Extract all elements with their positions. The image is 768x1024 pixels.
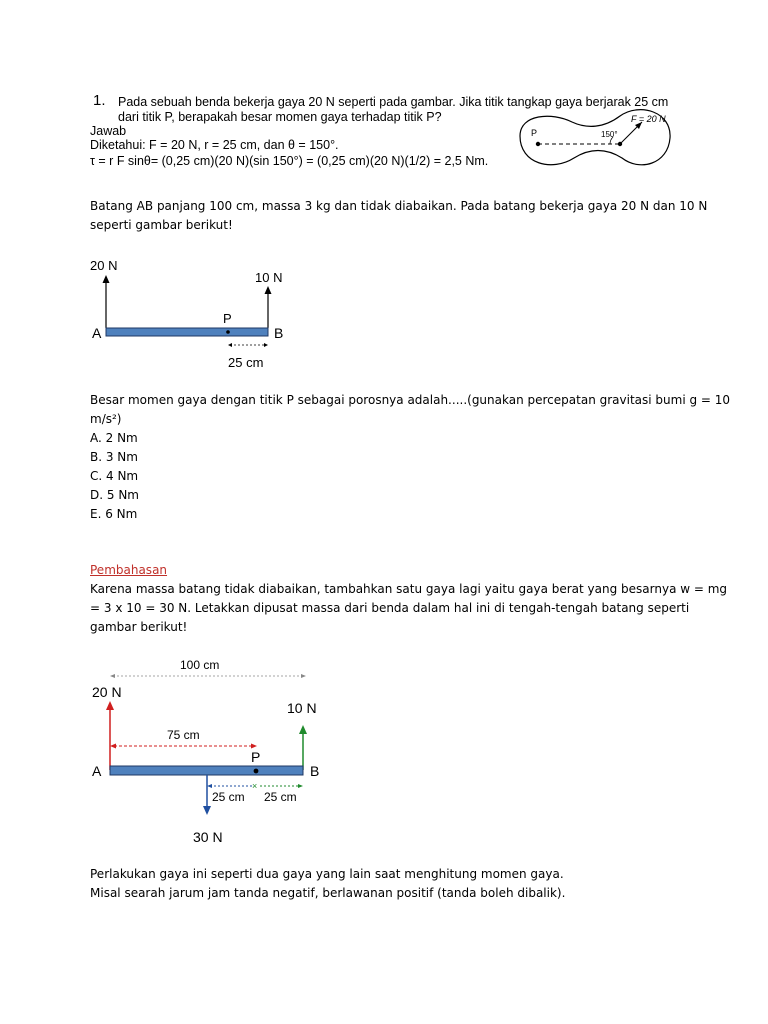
question1-line2: dari titik P, berapakah besar momen gaya terhadap titik P? — [118, 110, 442, 124]
question1-line1: Pada sebuah benda bekerja gaya 20 N seperti pada gambar. Jika titik tangkap gaya berjarak 25 cm — [118, 95, 669, 109]
question2-prompt-line2: m/s²) — [90, 412, 122, 426]
body-force-figure — [512, 106, 682, 174]
rod-ab — [106, 328, 268, 336]
option-c: C. 4 Nm — [90, 469, 139, 483]
weight-arrow-head — [203, 806, 211, 815]
end-a-label: A — [92, 325, 102, 341]
point-p-label: P — [531, 128, 538, 138]
total-length-left-head — [110, 674, 115, 678]
force-a-arrow-head — [103, 275, 110, 283]
point-p-dot — [254, 769, 259, 774]
rod-force-figure — [80, 250, 310, 375]
force-a-label: 20 N — [90, 258, 118, 273]
total-length-right-head — [301, 674, 306, 678]
free-body-figure — [85, 652, 335, 852]
question-number: 1. — [93, 92, 106, 109]
end-b-label: B — [310, 763, 320, 779]
dist-ap-label: 75 cm — [167, 728, 200, 742]
point-p-dot — [226, 330, 230, 334]
distance-marker-left-head — [228, 343, 232, 347]
force-b-label: 10 N — [287, 700, 317, 716]
closing-line1: Perlakukan gaya ini seperti dua gaya yang lain saat menghitung momen gaya. — [90, 867, 564, 881]
pembahasan-heading: Pembahasan — [90, 563, 168, 577]
question2-prompt-line1: Besar momen gaya dengan titik P sebagai porosnya adalah.....(gunakan percepatan gravitasi bumi g = 10 — [90, 393, 731, 407]
torque-formula: τ = r F sinθ= (0,25 cm)(20 N)(sin 150°) = (0,25 cm)(20 N)(1/2) = 2,5 Nm. — [90, 154, 489, 168]
distance-label: 25 cm — [228, 355, 264, 370]
option-d: D. 5 Nm — [90, 488, 139, 502]
pembahasan-line3: gambar berikut! — [90, 620, 188, 634]
closing-line2: Misal searah jarum jam tanda negatif, berlawanan positif (tanda boleh dibalik). — [90, 886, 566, 900]
force-a-label: 20 N — [92, 684, 122, 700]
dist-right-label: 25 cm — [264, 790, 297, 804]
pembahasan-line2: = 3 x 10 = 30 N. Letakkan dipusat massa dari benda dalam hal ini di tengah-tengah batang seperti — [90, 601, 690, 615]
diketahui-line: Diketahui: F = 20 N, r = 25 cm, dan θ = 150°. — [90, 138, 339, 152]
end-b-label: B — [274, 325, 284, 341]
force-a-arrow-head — [106, 701, 114, 710]
question2-intro-line1: Batang AB panjang 100 cm, massa 3 kg dan tidak diabaikan. Pada batang bekerja gaya 20 N dan 10 N — [90, 199, 708, 213]
dist-right-head — [298, 784, 303, 788]
force-label: F = 20 N — [631, 114, 666, 124]
jawab-label: Jawab — [90, 124, 127, 138]
force-b-arrow-head — [299, 725, 307, 734]
force-b-label: 10 N — [255, 270, 283, 285]
dist-ap-left-head — [110, 744, 116, 749]
dist-ap-right-head — [251, 744, 257, 749]
angle-label: 150° — [601, 130, 618, 139]
weight-label: 30 N — [193, 829, 223, 845]
option-b: B. 3 Nm — [90, 450, 138, 464]
option-a: A. 2 Nm — [90, 431, 138, 445]
dist-mid-marker: × — [252, 781, 258, 791]
total-length-label: 100 cm — [180, 658, 220, 672]
distance-marker-right-head — [264, 343, 268, 347]
option-e: E. 6 Nm — [90, 507, 138, 521]
point-p-label: P — [223, 311, 232, 326]
pembahasan-line1: Karena massa batang tidak diabaikan, tambahkan satu gaya lagi yaitu gaya berat yang besarnya w = mg — [90, 582, 728, 596]
end-a-label: A — [92, 763, 102, 779]
point-p-label: P — [251, 749, 261, 765]
rod-ab — [110, 766, 303, 775]
question2-intro-line2: seperti gambar berikut! — [90, 218, 233, 232]
force-b-arrow-head — [265, 286, 272, 294]
dist-left-label: 25 cm — [212, 790, 245, 804]
